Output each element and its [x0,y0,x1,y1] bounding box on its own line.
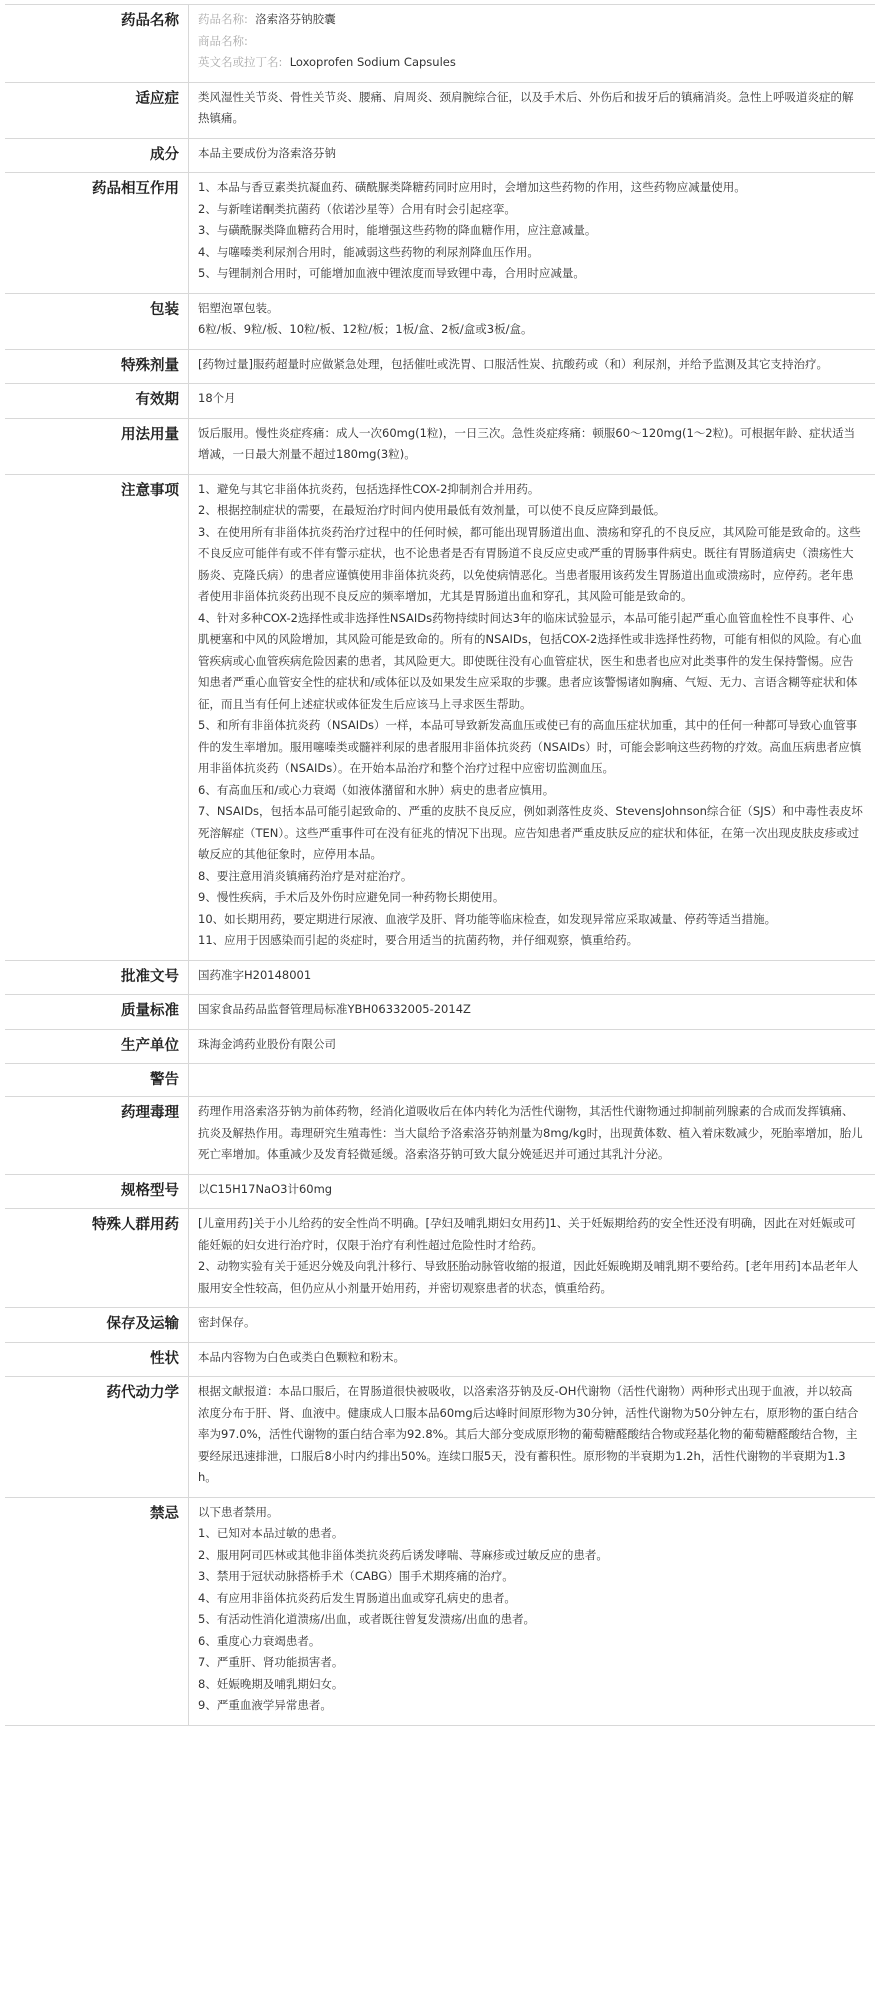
value-paragraph: 药理作用洛索洛芬钠为前体药物，经消化道吸收后在体内转化为活性代谢物，其活性代谢物通过抑制前列腺素的合成而发挥镇痛、抗炎及解热作用。毒理研究生殖毒性：当大鼠给予洛索洛芬钠剂量为8mg/kg时，出现黄体数、植入着床数减少，死胎率增加，胎儿死亡率增加。体重减少及发育轻微延缓。洛索洛芬钠可致大鼠分娩延迟并可通过其乳汁分泌。 [198,1104,863,1161]
row-label: 注意事项 [121,482,179,499]
value-paragraph: 2、与新喹诺酮类抗菌药（依诺沙星等）合用有时会引起痉挛。 [198,201,516,216]
name-field [198,9,863,31]
row-label: 禁忌 [150,1505,179,1522]
row-value [188,419,875,474]
name-field-key: 药品名称: [198,12,248,26]
row-value [188,139,875,173]
row-value [188,1030,875,1064]
info-row [5,350,875,385]
value-paragraph: 1、已知对本品过敏的患者。 [198,1526,344,1540]
row-label: 保存及运输 [106,1316,179,1332]
name-field-key: 商品名称: [198,33,248,48]
value-paragraph: 根据文献报道：本品口服后，在胃肠道很快被吸收，以洛索洛芬钠及反-OH代谢物（活性代谢物）两种形式出现于血液，并以较高浓度分布于肝、肾、血液中。健康成人口服本品60mg后达峰时间原形物为30分钟，活性代谢物为50分钟左右，原形物的蛋白结合率为97.0%，活性代谢物的蛋白结合率为92.8%。其后大部分变成原形物的葡萄糖醛酸结合物或羟基化物的葡萄糖醛酸结合物，主要经尿迅速排泄，口服后8小时内约排出50%。连续口服5天，没有蓄积性。原形物的半衰期为1.2h，活性代谢物的半衰期为1.3h。 [198,1384,859,1484]
info-row [5,1175,875,1210]
value-paragraph: 10、如长期用药，要定期进行尿液、血液学及肝、肾功能等临床检查，如发现异常应采取减量、停药等适当措施。 [198,911,777,926]
info-row [5,384,875,419]
value-paragraph: 1、避免与其它非甾体抗炎药，包括选择性COX-2抑制剂合并用药。 [198,481,540,496]
value-paragraph: 1、本品与香豆素类抗凝血药、磺酰脲类降糖药同时应用时，会增加这些药物的作用，这些药物应减量使用。 [198,180,746,194]
name-field-value: Loxoprofen Sodium Capsules [289,55,456,69]
info-row [5,1377,875,1498]
name-field [198,52,863,74]
value-paragraph: 4、与噻嗪类利尿剂合用时，能减弱这些药物的利尿剂降血压作用。 [198,244,539,259]
row-label: 药理毒理 [121,1105,179,1121]
value-paragraph: [儿童用药]关于小儿给药的安全性尚不明确。[孕妇及哺乳期妇女用药]1、关于妊娠期给药的安全性还没有明确，因此在对妊娠或可能妊娠的妇女进行治疗时，仅限于治疗有利性超过危险性时才给药。 [198,1216,856,1252]
info-row [5,995,875,1030]
info-row [5,139,875,174]
row-label: 药品名称 [121,13,179,29]
info-row [5,294,875,350]
value-paragraph: 类风湿性关节炎、骨性关节炎、腰痛、肩周炎、颈肩腕综合征，以及手术后、外伤后和拔牙后的镇痛消炎。急性上呼吸道炎症的解热镇痛。 [198,89,854,125]
value-paragraph: 以C15H17NaO3计60mg [198,1181,333,1196]
row-value [188,384,875,418]
info-row [5,4,875,83]
value-paragraph: [药物过量]服药超量时应做紧急处理，包括催吐或洗胃、口服活性炭、抗酸药或（和）利尿剂，并给予监测及其它支持治疗。 [198,356,828,371]
row-value [188,1209,875,1307]
value-paragraph: 7、严重肝、肾功能损害者。 [198,1655,344,1669]
row-value [188,1498,875,1725]
row-label: 成分 [150,146,179,163]
value-paragraph: 本品主要成份为洛索洛芬钠 [198,145,336,160]
value-paragraph: 2、根据控制症状的需要，在最短治疗时间内使用最低有效剂量，可以使不良反应降到最低。 [198,503,666,517]
row-value [188,294,875,349]
row-value [188,1343,875,1377]
drug-info-table [5,4,875,1726]
row-label: 适应症 [135,90,179,107]
info-row [5,1097,875,1175]
row-value [188,350,875,384]
info-row [5,173,875,294]
name-field [198,31,863,53]
row-label: 用法用量 [121,426,179,443]
value-paragraph: 珠海金鸿药业股份有限公司 [198,1036,336,1051]
value-paragraph: 国药准字H20148001 [198,967,312,982]
value-paragraph: 7、NSAIDs，包括本品可能引起致命的、严重的皮肤不良反应，例如剥落性皮炎、StevensJohnson综合征（SJS）和中毒性表皮坏死溶解症（TEN）。这些严重事件可在没有征兆的情况下出现。应告知患者严重皮肤反应的症状和体征，在第一次出现皮肤皮疹或过敏反应的其他征象时，应停用本品。 [198,804,863,861]
value-paragraph: 5、有活动性消化道溃疡/出血，或者既往曾复发溃疡/出血的患者。 [198,1612,536,1626]
row-value [188,1377,875,1497]
info-row [5,1343,875,1378]
info-row [5,475,875,961]
row-value [188,1308,875,1342]
value-paragraph: 饭后服用。慢性炎症疼痛：成人一次60mg(1粒)，一日三次。急性炎症疼痛：顿服60～120mg(1～2粒)。可根据年龄、症状适当增减，一日最大剂量不超过180mg(3粒)。 [198,425,856,461]
row-value [188,475,875,960]
value-paragraph: 9、慢性疾病，手术后及外伤时应避免同一种药物长期使用。 [198,890,505,904]
info-row [5,1308,875,1343]
value-paragraph: 3、在使用所有非甾体抗炎药治疗过程中的任何时候，都可能出现胃肠道出血、溃疡和穿孔的不良反应，其风险可能是致命的。这些不良反应可能伴有或不伴有警示症状，也不论患者是否有胃肠道不良反应史或严重的胃肠事件病史。既往有胃肠道病史（溃疡性大肠炎、克隆氏病）的患者应谨慎使用非甾体抗炎药，以免使病情恶化。当患者服用该药发生胃肠道出血或溃疡时，应停药。老年患者使用非甾体抗炎药出现不良反应的频率增加，尤其是胃肠道出血和穿孔，其风险可能是致命的。 [198,524,861,603]
info-row [5,1209,875,1308]
row-label: 批准文号 [121,968,179,985]
value-paragraph: 5、与锂制剂合用时，可能增加血液中锂浓度而导致锂中毒，合用时应减量。 [198,266,585,280]
row-value [188,1064,875,1096]
info-row [5,419,875,475]
info-row [5,1030,875,1065]
value-paragraph: 2、服用阿司匹林或其他非甾体类抗炎药后诱发哮喘、荨麻疹或过敏反应的患者。 [198,1547,608,1562]
value-paragraph: 6、重度心力衰竭患者。 [198,1633,321,1648]
name-field-key: 英文名或拉丁名: [198,55,283,69]
name-field-value: 洛索洛芬钠胶囊 [255,12,336,26]
row-value [188,83,875,138]
info-row [5,1498,875,1726]
value-paragraph: 密封保存。 [198,1315,256,1329]
row-value [188,173,875,293]
row-label: 特殊剂量 [121,357,179,374]
row-label: 质量标准 [121,1003,179,1019]
value-paragraph: 5、和所有非甾体抗炎药（NSAIDs）一样，本品可导致新发高血压或使已有的高血压症状加重，其中的任何一种都可导致心血管事件的发生率增加。服用噻嗪类或髓袢利尿的患者服用非甾体抗炎药（NSAIDs）时，可能会影响这些药物的疗效。高血压病患者应慎用非甾体抗炎药（NSAIDs）。在开始本品治疗和整个治疗过程中应密切监测血压。 [198,718,862,775]
row-label: 药品相互作用 [92,181,179,197]
value-paragraph: 9、严重血液学异常患者。 [198,1698,332,1712]
row-label: 生产单位 [121,1037,179,1054]
row-value [188,1097,875,1174]
value-paragraph: 8、要注意用消炎镇痛药治疗是对症治疗。 [198,868,413,883]
info-row [5,1064,875,1097]
value-paragraph: 3、禁用于冠状动脉搭桥手术（CABG）围手术期疼痛的治疗。 [198,1569,514,1583]
row-label: 特殊人群用药 [92,1217,179,1233]
info-row [5,83,875,139]
value-paragraph: 11、应用于因感染而引起的炎症时，要合用适当的抗菌药物，并仔细观察，慎重给药。 [198,933,639,947]
value-paragraph: 18个月 [198,391,236,405]
info-row [5,961,875,996]
row-label: 有效期 [135,392,179,408]
row-value [188,1175,875,1209]
row-label: 警告 [150,1072,179,1088]
row-label: 包装 [150,301,179,318]
value-paragraph: 4、有应用非甾体抗炎药后发生胃肠道出血或穿孔病史的患者。 [198,1590,516,1605]
value-paragraph: 4、针对多种COX-2选择性或非选择性NSAIDs药物持续时间达3年的临床试验显示，本品可能引起严重心血管血栓性不良事件、心肌梗塞和中风的风险增加，其风险可能是致命的。所有的NSAIDs，包括COX-2选择性或非选择性药物，可能有相似的风险。有心血管疾病或心血管疾病危险因素的患者，其风险更大。即使既往没有心血管症状，医生和患者也应对此类事件的发生保持警惕。应告知患者严重心血管安全性的症状和/或体征以及如果发生应采取的步骤。患者应该警惕诸如胸痛、气短、无力、言语含糊等症状和体征，而且当有任何上述症状或体征发生后应该马上寻求医生帮助。 [198,610,862,711]
value-paragraph: 铝塑泡罩包装。 [198,300,279,315]
value-paragraph: 8、妊娠晚期及哺乳期妇女。 [198,1676,344,1691]
value-paragraph: 3、与磺酰脲类降血糖药合用时，能增强这些药物的降血糖作用，应注意减量。 [198,223,597,237]
row-label: 性状 [150,1350,179,1367]
row-value [188,995,875,1029]
row-value [188,5,875,82]
value-paragraph: 2、动物实验有关于延迟分娩及向乳汁移行、导致胚胎动脉管收缩的报道，因此妊娠晚期及哺乳期不要给药。[老年用药]本品老年人服用安全性较高，但仍应从小剂量开始用药，并密切观察患者的状态，慎重给药。 [198,1259,859,1295]
row-label: 药代动力学 [106,1385,179,1401]
value-paragraph: 6、有高血压和/或心力衰竭（如液体潴留和水肿）病史的患者应慎用。 [198,782,555,797]
row-label: 规格型号 [121,1182,179,1199]
value-paragraph: 本品内容物为白色或类白色颗粒和粉末。 [198,1349,405,1364]
value-paragraph: 以下患者禁用。 [198,1504,279,1519]
row-value [188,961,875,995]
value-paragraph: 6粒/板、9粒/板、10粒/板、12粒/板；1板/盒、2板/盒或3板/盒。 [198,322,533,336]
value-paragraph: 国家食品药品监督管理局标准YBH06332005-2014Z [198,1002,471,1016]
